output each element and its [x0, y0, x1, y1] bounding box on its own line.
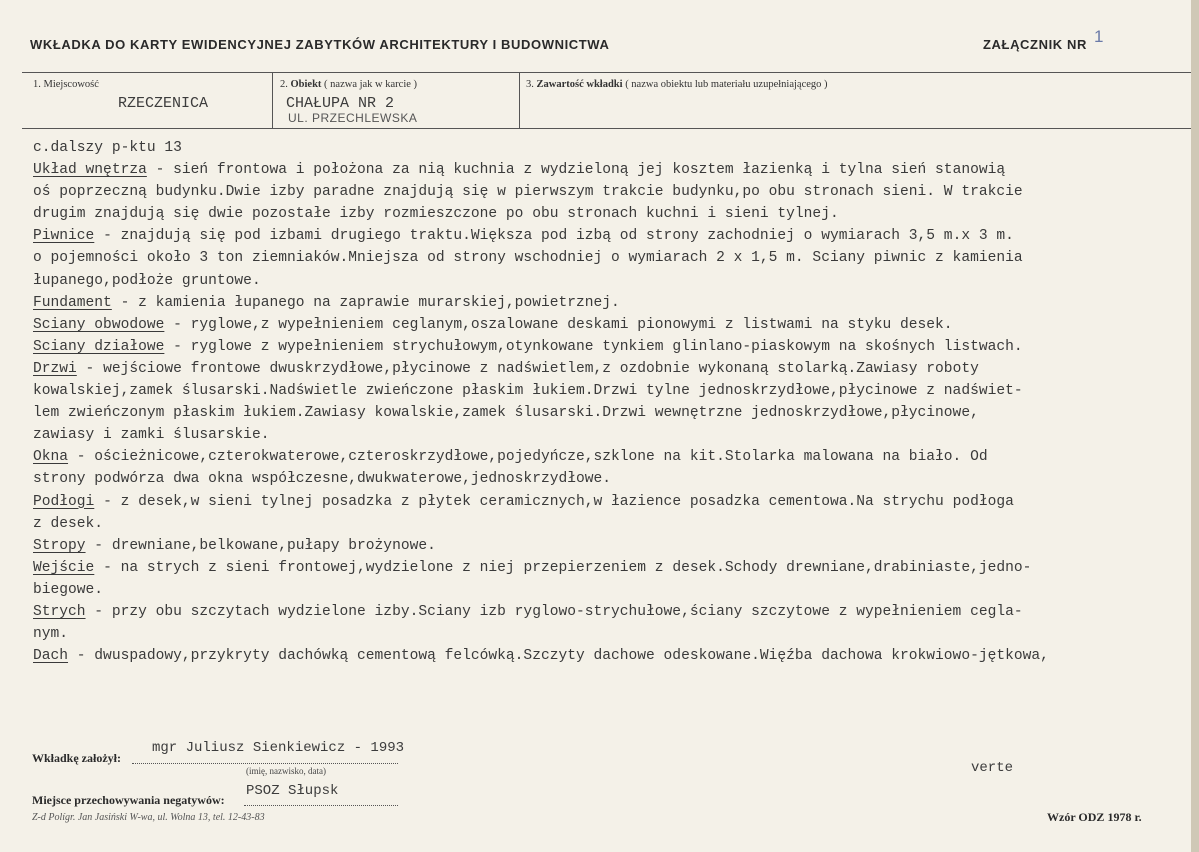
text-line — [33, 314, 1198, 336]
section-heading: Sciany obwodowe — [33, 316, 165, 333]
line-text: łupanego,podłoże gruntowe. — [33, 272, 261, 289]
text-line — [33, 225, 1198, 247]
line-text: - sień frontowa i położona za nią kuchnia z wydzieloną jej kosztem łazienką i tylna sień stanowią — [146, 162, 1006, 179]
field-divider-2 — [519, 72, 520, 128]
field-contents-label: 3. Zawartość wkładki ( nazwa obiektu lub materiału uzupełniającego ) — [526, 79, 828, 90]
author-label: Wkładkę założył: — [32, 751, 121, 765]
line-text: - ryglowe z wypełnieniem strychułowym,otynkowane tynkiem glinlano-piaskowym na skośnych listwach. — [164, 338, 1023, 355]
line-text: lem zwieńczonym płaskim łukiem.Zawiasy kowalskie,zamek ślusarski.Drzwi wewnętrzne jednoskrzydłowe,płycinowe, — [33, 405, 979, 422]
annex-label: ZAŁĄCZNIK NR — [983, 37, 1087, 52]
section-heading: Podłogi — [33, 493, 95, 510]
printer-imprint: Z-d Polígr. Jan Jasiński W-wa, ul. Wolna 13, tel. 12-43-83 — [32, 812, 265, 823]
section-heading: Drzwi — [33, 360, 77, 377]
field-object-value: CHAŁUPA NR 2 — [286, 95, 395, 112]
line-text: - znajdują się pod izbami drugiego traktu.Większa pod izbą od strony zachodniej o wymiarach 3,5 m.x 3 m. — [94, 228, 1014, 245]
line-text: - drewniane,belkowane,pułapy brożynowe. — [85, 537, 436, 554]
text-line — [33, 601, 1198, 623]
author-hint: (imię, nazwisko, data) — [246, 766, 326, 776]
section-heading: Strych — [33, 603, 86, 620]
line-text: nym. — [33, 626, 69, 643]
text-line — [33, 270, 1198, 292]
negatives-line — [244, 805, 398, 806]
line-text: o pojemności około 3 ton ziemniaków.Mniejsza od strony wschodniej o wymiarach 2 x 1,5 m. Sciany piwnic z kamienia — [33, 250, 1023, 267]
text-line — [33, 358, 1198, 380]
line-text: strony podwórza dwa okna współczesne,dwukwaterowe,jednoskrzydłowe. — [33, 471, 612, 488]
negatives-label: Miejsce przechowywania negatywów: — [32, 793, 225, 807]
section-heading: Układ wnętrza — [33, 162, 147, 179]
text-line — [33, 535, 1198, 557]
line-text: - wejściowe frontowe dwuskrzydłowe,płycinowe z nadświetlem,z ozdobnie wykonaną stolarką.Zawiasy roboty — [76, 360, 979, 377]
line-text: - z kamienia łupanego na zaprawie murarskiej,powietrznej. — [111, 294, 620, 311]
line-text: zawiasy i zamki ślusarskie. — [33, 427, 270, 444]
negatives-value: PSOZ Słupsk — [246, 783, 339, 799]
text-line — [33, 579, 1198, 601]
text-line — [33, 336, 1198, 358]
text-line — [33, 468, 1198, 490]
header-divider-bottom — [22, 128, 1191, 129]
text-line — [33, 203, 1198, 225]
line-text: - dwuspadowy,przykryty dachówką cementową felcówką.Szczyty dachowe odeskowane.Więźba dachowa krokwiowo-jętkowa, — [68, 648, 1049, 665]
form-title: WKŁADKA DO KARTY EWIDENCYJNEJ ZABYTKÓW ARCHITEKTURY I BUDOWNICTWA — [30, 37, 610, 52]
field-locality-value: RZECZENICA — [118, 95, 209, 112]
line-text: oś poprzeczną budynku.Dwie izby paradne znajdują się w pierwszym trakcie budynku,po obu stronach sieni. W trakcie — [33, 184, 1023, 201]
text-line — [33, 380, 1198, 402]
field-object-street: UL. PRZECHLEWSKA — [288, 111, 418, 125]
field-locality-label: 1. Miejscowość — [33, 79, 99, 90]
section-heading: Piwnice — [33, 228, 95, 245]
text-line — [33, 513, 1198, 535]
text-line — [33, 159, 1198, 181]
section-heading: Okna — [33, 449, 69, 466]
form-code: Wzór ODZ 1978 r. — [1047, 810, 1142, 824]
line-text: drugim znajdują się dwie pozostałe izby rozmieszczone po obu stronach kuchni i sieni tylnej. — [33, 206, 839, 223]
text-line — [33, 557, 1198, 579]
text-line — [33, 181, 1198, 203]
section-heading: Sciany działowe — [33, 338, 165, 355]
text-line — [33, 247, 1198, 269]
section-heading: Fundament — [33, 294, 112, 311]
text-line — [33, 645, 1198, 667]
description-text — [33, 137, 1198, 667]
header-divider-top — [22, 72, 1191, 73]
field-object-label: 2. Obiekt ( nazwa jak w karcie ) — [280, 79, 418, 90]
line-text: - ościeżnicowe,czterokwaterowe,czteroskrzydłowe,pojedyńcze,szklone na kit.Stolarka malowana na biało. Od — [68, 449, 988, 466]
text-line — [33, 446, 1198, 468]
author-line — [132, 763, 398, 764]
section-heading: Wejście — [33, 559, 95, 576]
text-line — [33, 402, 1198, 424]
line-text: - z desek,w sieni tylnej posadzka z płytek ceramicznych,w łazience posadzka cementowa.Na strychu podłoga — [94, 493, 1014, 510]
line-text: c.dalszy p-ktu 13 — [33, 140, 182, 156]
line-text: z desek. — [33, 515, 104, 532]
text-line — [33, 491, 1198, 513]
section-heading: Stropy — [33, 537, 86, 554]
section-heading: Dach — [33, 648, 69, 665]
line-text: biegowe. — [33, 581, 104, 598]
line-text: kowalskiej,zamek ślusarski.Nadświetle zwieńczone płaskim łukiem.Drzwi tylne jednoskrzydłowe,płycinowe z nadświet- — [33, 383, 1023, 400]
field-divider-1 — [272, 72, 273, 128]
annex-number: 1 — [1094, 27, 1104, 46]
verte-note: verte — [971, 760, 1014, 776]
text-line — [33, 623, 1198, 645]
line-text: - ryglowe,z wypełnieniem ceglanym,oszalowane deskami pionowymi z listwami na styku desek. — [164, 316, 953, 333]
author-value: mgr Juliusz Sienkiewicz - 1993 — [152, 740, 405, 756]
text-line — [33, 292, 1198, 314]
line-text: - na strych z sieni frontowej,wydzielone z niej przepierzeniem z desek.Schody drewniane,drabiniaste,jedno- — [94, 559, 1032, 576]
text-line — [33, 137, 1198, 159]
text-line — [33, 424, 1198, 446]
line-text: - przy obu szczytach wydzielone izby.Sciany izb ryglowo-strychułowe,ściany szczytowe z wypełnieniem cegla- — [85, 603, 1023, 620]
